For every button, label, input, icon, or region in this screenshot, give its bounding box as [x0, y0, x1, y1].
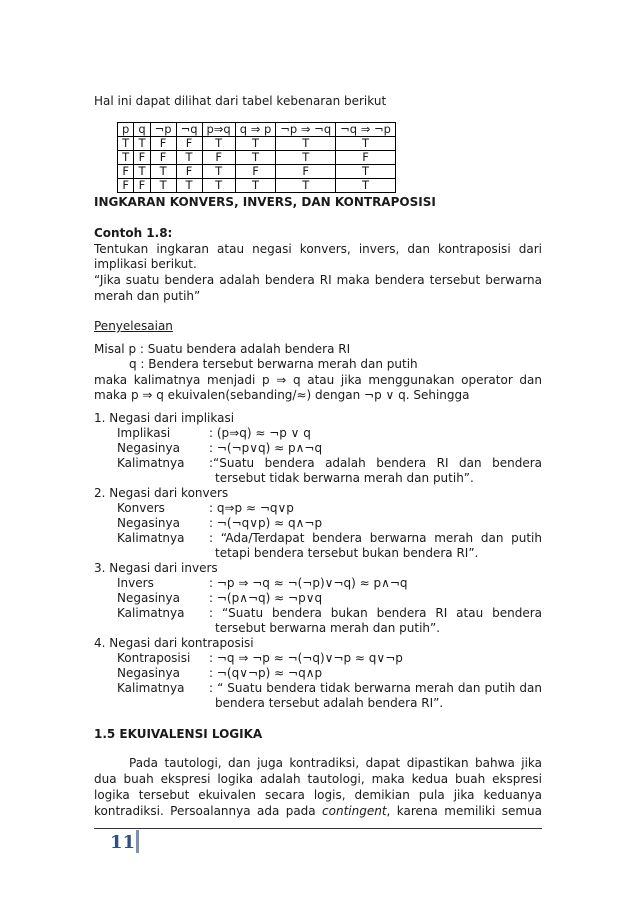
solution-line: maka kalimatnya menjadi p ⇒ q atau jika menggunakan operator dan: [94, 373, 542, 387]
paragraph-text: , karena memiliki semua: [386, 804, 542, 818]
table-row: [118, 137, 396, 151]
table-cell: F: [134, 151, 150, 165]
row-value: : ¬(p∧¬q) ≈ ¬p∨q: [209, 591, 323, 605]
row-label: Kontraposisi: [117, 651, 191, 665]
table-cell: F: [202, 151, 235, 165]
row-value: : (p⇒q) ≈ ¬p ∨ q: [209, 426, 311, 440]
row-label: Negasinya: [117, 591, 180, 605]
row-value: : ¬p ⇒ ¬q ≈ ¬(¬p)∨¬q) ≈ p∧¬q: [209, 576, 408, 590]
row-label: Negasinya: [117, 516, 180, 530]
row-label: Kalimatnya: [117, 606, 185, 620]
row-label: Implikasi: [117, 426, 171, 440]
table-cell: F: [118, 179, 134, 193]
table-cell: T: [134, 165, 150, 179]
table-cell: T: [118, 151, 134, 165]
section2-heading: 1.5 EKUIVALENSI LOGIKA: [94, 727, 263, 741]
table-cell: T: [202, 165, 235, 179]
row-value: : ¬q ⇒ ¬p ≈ ¬(¬q)∨¬p ≈ q∨¬p: [209, 651, 403, 665]
example-title: Contoh 1.8:: [94, 226, 173, 240]
row-value-cont: tersebut tidak berwarna merah dan putih”.: [215, 471, 474, 485]
example-line: implikasi berikut.: [94, 257, 197, 271]
footer-divider: [94, 828, 542, 829]
italic-term: contingent: [322, 804, 387, 818]
table-cell: T: [134, 137, 150, 151]
table-cell: T: [276, 137, 336, 151]
row-value: : ¬(¬p∨q) ≈ p∧¬q: [209, 441, 323, 455]
table-cell: T: [336, 165, 396, 179]
table-header-cell: q: [134, 123, 150, 137]
table-header-cell: ¬q: [176, 123, 202, 137]
table-row: [118, 165, 396, 179]
table-cell: T: [118, 137, 134, 151]
row-value-cont: tersebut berwarna merah dan putih”.: [215, 621, 441, 635]
row-label: Konvers: [117, 501, 165, 515]
row-label: Kalimatnya: [117, 681, 185, 695]
paragraph-line: [94, 804, 542, 819]
row-value-cont: tetapi bendera tersebut bukan bendera RI”.: [215, 546, 479, 560]
paragraph-text: kontradiksi. Persoalannya ada pada: [94, 804, 316, 818]
solution-line: maka p ⇒ q ekuivalen(sebanding/≈) dengan ¬p ∨ q. Sehingga: [94, 388, 470, 402]
row-label: Kalimatnya: [117, 456, 185, 470]
section-heading: INGKARAN KONVERS, INVERS, DAN KONTRAPOSISI: [94, 195, 436, 209]
table-cell: T: [150, 165, 176, 179]
row-label: Invers: [117, 576, 154, 590]
table-cell: F: [176, 137, 202, 151]
table-cell: T: [150, 179, 176, 193]
table-cell: F: [134, 179, 150, 193]
table-header-cell: p⇒q: [202, 123, 235, 137]
page-number-bar: [136, 830, 139, 853]
table-cell: F: [150, 151, 176, 165]
table-cell: T: [336, 179, 396, 193]
table-cell: T: [176, 151, 202, 165]
table-cell: F: [150, 137, 176, 151]
item-title: 1. Negasi dari implikasi: [94, 411, 235, 425]
solution-line: q : Bendera tersebut berwarna merah dan putih: [129, 357, 418, 371]
row-value: : q⇒p ≈ ¬q∨p: [209, 501, 294, 515]
table-cell: F: [118, 165, 134, 179]
paragraph-line: dua buah ekspresi logika adalah tautologi, maka kedua buah ekspresi: [94, 772, 542, 786]
row-label: Kalimatnya: [117, 531, 185, 545]
page-number: 11: [110, 832, 136, 853]
item-title: 4. Negasi dari kontraposisi: [94, 636, 254, 650]
row-value: : ¬(¬q∨p) ≈ q∧¬p: [209, 516, 323, 530]
example-line: merah dan putih”: [94, 289, 201, 303]
table-header-cell: ¬q ⇒ ¬p: [336, 123, 396, 137]
table-cell: T: [235, 151, 276, 165]
example-line: Tentukan ingkaran atau negasi konvers, invers, dan kontraposisi dari: [94, 242, 542, 256]
row-value: :“Suatu bendera adalah bendera RI dan bendera: [209, 456, 542, 470]
table-row: [118, 179, 396, 193]
table-cell: T: [276, 179, 336, 193]
table-header-cell: q ⇒ p: [235, 123, 276, 137]
item-title: 3. Negasi dari invers: [94, 561, 218, 575]
truth-table-header: [118, 123, 396, 137]
row-value-cont: bendera tersebut adalah bendera RI”.: [215, 696, 444, 710]
truth-table: [117, 122, 396, 193]
table-header-cell: ¬p: [150, 123, 176, 137]
solution-label: Penyelesaian: [94, 319, 173, 333]
row-value: : “ Suatu bendera tidak berwarna merah dan putih dan: [209, 681, 542, 695]
row-value: : “Suatu bendera bukan bendera RI atau bendera: [209, 606, 542, 620]
table-header-cell: ¬p ⇒ ¬q: [276, 123, 336, 137]
table-cell: T: [235, 137, 276, 151]
solution-line: Misal p : Suatu bendera adalah bendera RI: [94, 342, 351, 356]
table-cell: F: [235, 165, 276, 179]
intro-text: Hal ini dapat dilihat dari tabel kebenaran berikut: [94, 94, 387, 108]
table-cell: T: [276, 151, 336, 165]
row-label: Negasinya: [117, 441, 180, 455]
table-cell: T: [235, 179, 276, 193]
row-label: Negasinya: [117, 666, 180, 680]
table-cell: T: [202, 179, 235, 193]
example-line: “Jika suatu bendera adalah bendera RI maka bendera tersebut berwarna: [94, 273, 542, 287]
table-cell: F: [176, 165, 202, 179]
row-value: : “Ada/Terdapat bendera berwarna merah dan putih: [209, 531, 542, 545]
table-cell: T: [176, 179, 202, 193]
table-cell: T: [202, 137, 235, 151]
table-row: [118, 151, 396, 165]
paragraph-line: Pada tautologi, dan juga kontradiksi, dapat dipastikan bahwa jika: [129, 756, 542, 770]
table-cell: F: [276, 165, 336, 179]
paragraph-line: logika tersebut ekuivalen secara logis, demikian pula jika keduanya: [94, 788, 542, 802]
table-cell: F: [336, 151, 396, 165]
item-title: 2. Negasi dari konvers: [94, 486, 229, 500]
table-cell: T: [336, 137, 396, 151]
row-value: : ¬(q∨¬p) ≈ ¬q∧p: [209, 666, 323, 680]
table-header-cell: p: [118, 123, 134, 137]
